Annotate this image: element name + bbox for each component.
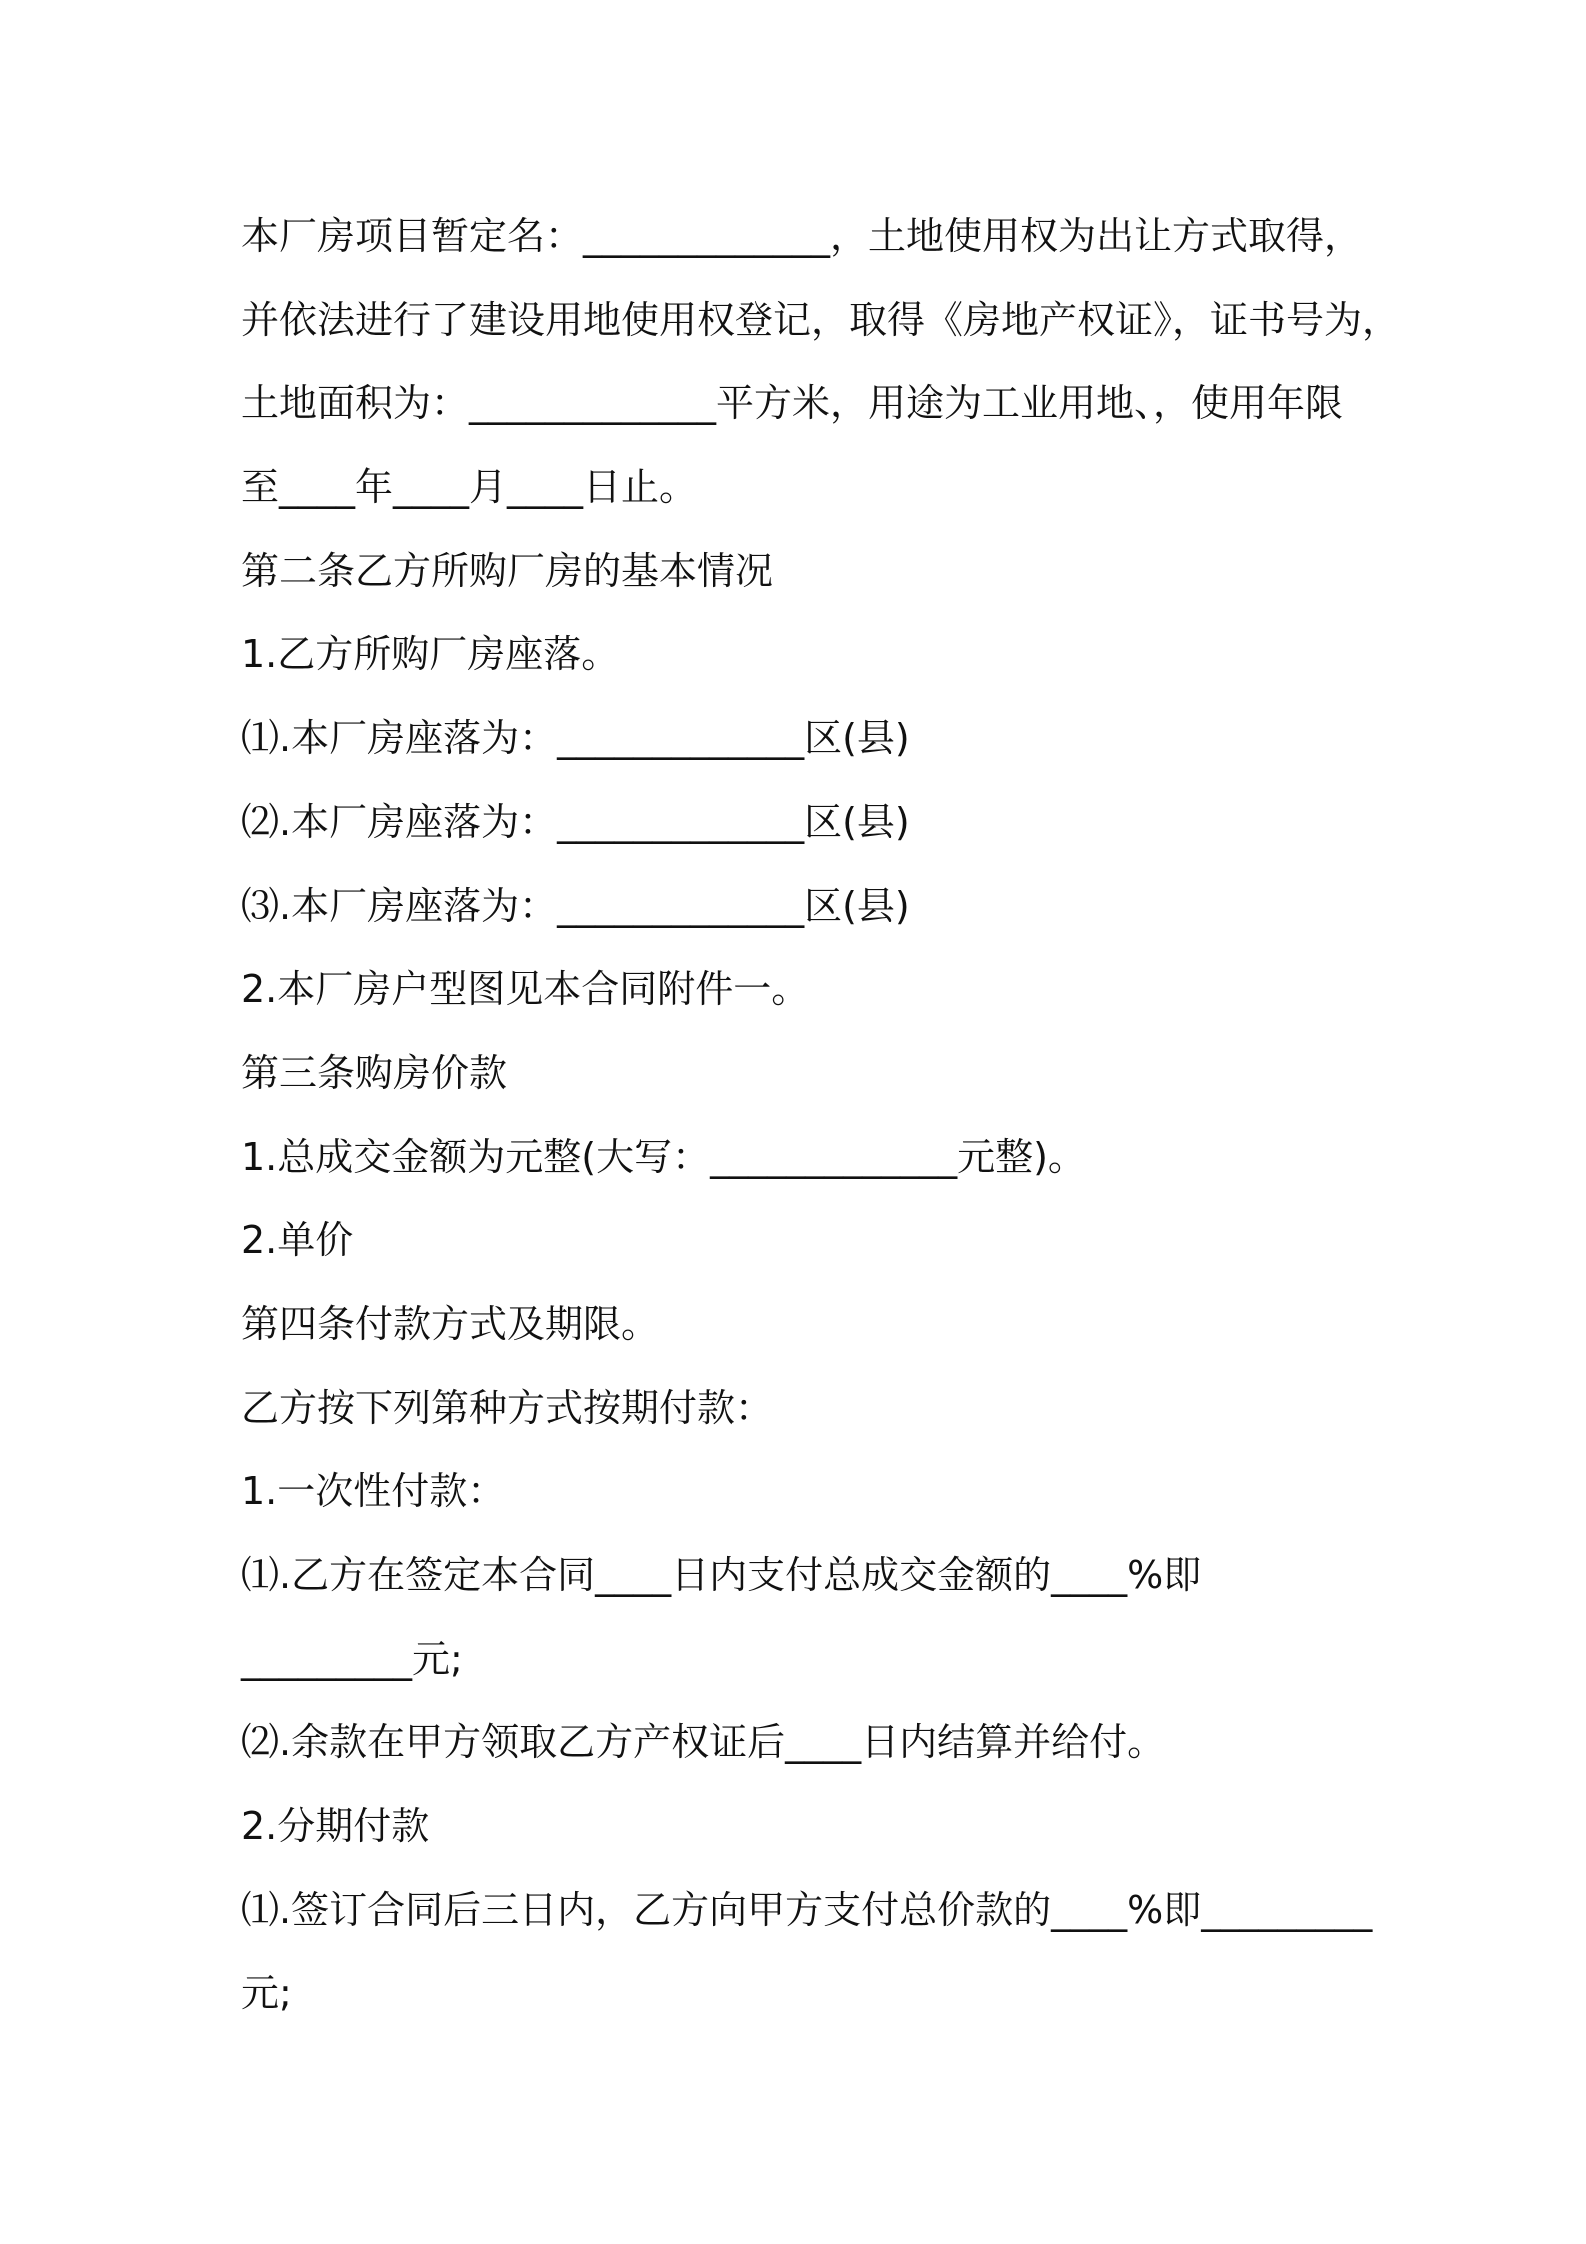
text-line: 至____年____月____日止。 [241,465,698,510]
text-line: ⑵.本厂房座落为：_____________区(县) [241,799,910,844]
text-line: 本厂房项目暂定名：_____________，土地使用权为出让方式取得， [241,214,1363,258]
text-line: ⑴.签订合同后三日内，乙方向甲方支付总价款的____%即_________ [241,1887,1373,1932]
section-heading: 第三条购房价款 [241,1050,508,1095]
text-line: 1.总成交金额为元整(大写：_____________元整)。 [241,1134,1086,1179]
text-line: 土地面积为：_____________平方米，用途为工业用地、，使用年限 [241,381,1344,426]
text-line: 元; [241,1971,292,2016]
text-line: 2.单价 [241,1218,354,1263]
text-line: ⑵.余款在甲方领取乙方产权证后____日内结算并给付。 [241,1720,1166,1765]
text-line: 乙方按下列第种方式按期付款： [241,1385,774,1430]
text-line: _________元; [241,1636,463,1681]
text-line: 2.分期付款 [241,1804,430,1849]
text-line: ⑶.本厂房座落为：_____________区(县) [241,883,910,928]
section-heading: 第四条付款方式及期限。 [241,1301,660,1346]
document-body [241,195,1401,2036]
text-line: ⑴.乙方在签定本合同____日内支付总成交金额的____%即 [241,1553,1202,1597]
text-line: 1.乙方所购厂房座落。 [241,632,620,677]
section-heading: 第二条乙方所购厂房的基本情况 [241,548,774,593]
text-line: ⑴.本厂房座落为：_____________区(县) [241,716,910,761]
text-line: 2.本厂房户型图见本合同附件一。 [241,967,810,1012]
text-line: 1.一次性付款： [241,1469,506,1514]
text-line: 并依法进行了建设用地使用权登记，取得《房地产权证》，证书号为， [241,297,1401,342]
